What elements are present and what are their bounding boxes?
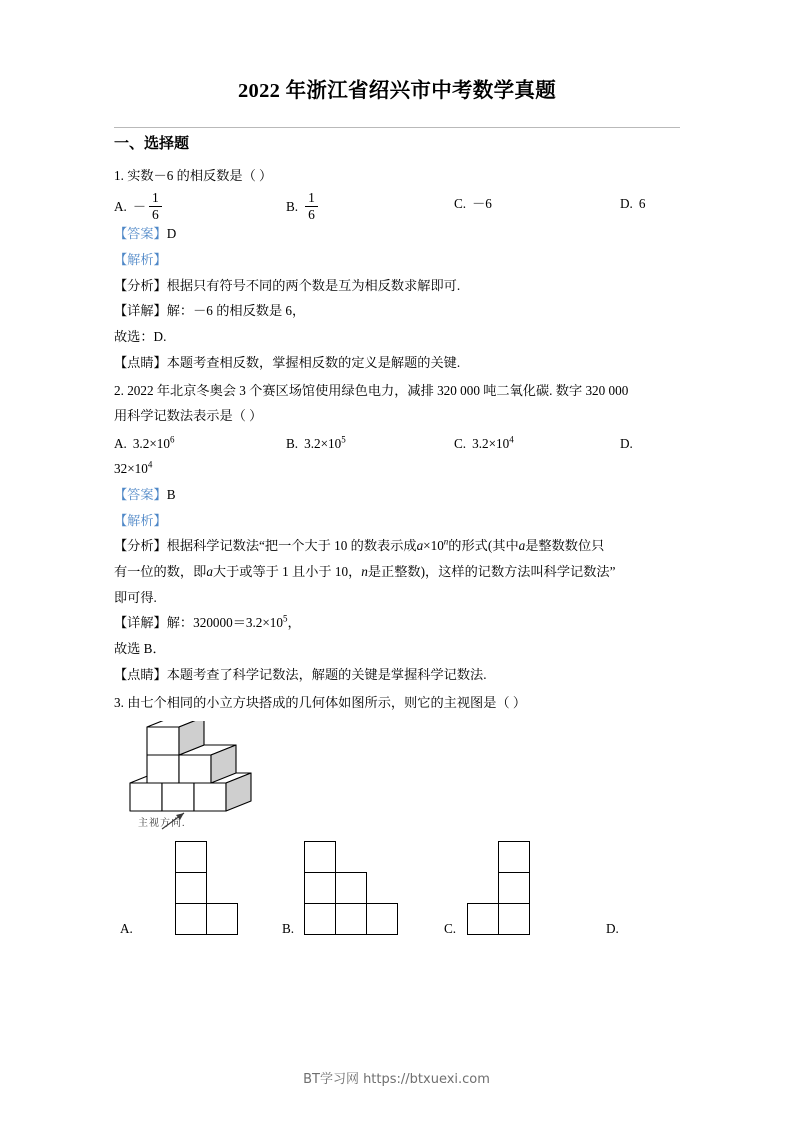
detail-prefix: 【详解】解： xyxy=(114,615,194,631)
choice-exponent: 6 xyxy=(169,434,175,445)
analysis-text: 有一位的数，即 xyxy=(114,564,207,580)
choice-mantissa: 3.2×10 xyxy=(132,436,170,451)
fraction xyxy=(149,191,162,221)
grid-cell xyxy=(175,841,207,873)
fraction-denominator: 6 xyxy=(305,206,318,222)
question-3-options xyxy=(114,847,680,955)
detail-suffix: ， xyxy=(287,615,301,631)
question-2-answer xyxy=(114,482,680,508)
minus-sign: － xyxy=(132,198,147,214)
question-2-choice-b[interactable] xyxy=(286,431,454,456)
page-title: 2022 年浙江省绍兴市中考数学真题 xyxy=(237,80,557,102)
fraction-numerator: 1 xyxy=(308,190,315,206)
option-label: B. xyxy=(282,921,295,937)
footer-watermark: BT学习网 https://btxuexi.com xyxy=(303,1072,490,1087)
grid-cell xyxy=(366,903,398,935)
choice-value xyxy=(304,431,346,456)
variable-n: n xyxy=(443,536,449,547)
question-2-stem-line1: 2. 2022 年北京冬奥会 3 个赛区场馆使用绿色电力，减排 320 000 吨二氧化碳. 数字 320 000 xyxy=(114,382,629,398)
analysis-text: 大于或等于 1 且小于 10， xyxy=(212,564,362,580)
choice-mantissa: 32×10 xyxy=(114,461,148,477)
grid-cell xyxy=(498,903,530,935)
grid-cell xyxy=(175,903,207,935)
page-content xyxy=(114,78,680,955)
grid-cell xyxy=(206,903,238,935)
choice-value xyxy=(133,431,175,456)
grid-cell xyxy=(335,903,367,935)
choice-value xyxy=(133,191,163,221)
choice-label: A. xyxy=(114,198,127,214)
question-2-choice-a[interactable] xyxy=(114,431,286,456)
question-1-tip: 【点睛】本题考查相反数，掌握相反数的定义是解题的关键. xyxy=(114,354,461,370)
front-view-direction-label: 主视方向. xyxy=(138,818,186,830)
variable-n: n xyxy=(361,564,368,580)
variable-a: a xyxy=(518,538,526,554)
choice-label: D. xyxy=(620,436,633,451)
question-2-analysis-line1 xyxy=(114,533,680,559)
option-label: C. xyxy=(444,921,457,937)
choice-mantissa: 3.2×10 xyxy=(472,436,510,451)
choice-exponent: 4 xyxy=(147,459,153,470)
grid-cell xyxy=(175,872,207,904)
question-3-stem: 3. 由七个相同的小立方块搭成的几何体如图所示，则它的主视图是（ ） xyxy=(114,694,527,710)
question-2-stem-line2: 用科学记数法表示是（ ） xyxy=(114,408,263,424)
question-2-choice-d-value xyxy=(114,456,680,482)
answer-value: B xyxy=(166,486,176,502)
grid-cell xyxy=(304,841,336,873)
question-1-detail: 【详解】解：－6 的相反数是 6， xyxy=(114,303,306,319)
question-1-choice-c[interactable] xyxy=(454,191,620,216)
question-1-answer xyxy=(114,221,680,247)
analysis-text: 是正整数)，这样的记数方法叫科学记数法” xyxy=(367,564,616,580)
choice-exponent: 4 xyxy=(509,434,514,445)
question-3-option-d[interactable] xyxy=(606,921,629,939)
question-1-analysis: 【分析】根据只有符号不同的两个数是互为相反数求解即可. xyxy=(114,277,461,293)
choice-label: B. xyxy=(286,436,299,451)
fraction-numerator: 1 xyxy=(152,190,159,206)
analysis-text: 是整数数位只 xyxy=(525,538,605,554)
choice-exponent: 5 xyxy=(341,434,346,445)
detail-exponent: 5 xyxy=(282,614,288,625)
question-3-option-c[interactable] xyxy=(444,841,532,939)
analysis-text: 的形式(其中 xyxy=(448,538,519,554)
question-2-tip: 【点睛】本题考查了科学记数法，解题的关键是掌握科学记数法. xyxy=(114,666,487,682)
grid-cell xyxy=(304,903,336,935)
option-a-grid xyxy=(143,841,209,939)
grid-cell xyxy=(335,872,367,904)
choice-mantissa: 3.2×10 xyxy=(304,436,342,451)
question-3-option-a[interactable] xyxy=(120,841,209,939)
question-3-figure xyxy=(114,721,680,845)
fraction-denominator: 6 xyxy=(149,206,162,222)
detail-equation: 320000＝3.2×10 xyxy=(193,615,283,631)
question-1-conclusion: 故选：D. xyxy=(114,329,167,345)
question-2-conclusion: 故选 B． xyxy=(114,641,166,657)
question-1-choice-b[interactable] xyxy=(286,191,454,221)
question-1-explain-label: 【解析】 xyxy=(114,251,167,267)
choice-value: －6 xyxy=(472,196,492,212)
question-2-detail xyxy=(114,610,680,636)
analysis-text: 【分析】根据科学记数法“把一个大于 10 的数表示成 xyxy=(114,538,417,554)
question-2-analysis-line2 xyxy=(114,559,680,585)
variable-a: a xyxy=(206,564,213,580)
choice-label: C. xyxy=(454,436,467,451)
question-3-option-b[interactable] xyxy=(282,841,401,939)
analysis-text: ×10 xyxy=(423,538,444,554)
choice-value xyxy=(472,431,514,456)
grid-cell xyxy=(467,903,499,935)
variable-a: a xyxy=(416,538,424,554)
choice-value: 6 xyxy=(638,196,646,212)
option-c-grid xyxy=(466,841,532,939)
grid-cell xyxy=(498,872,530,904)
answer-label: 【答案】 xyxy=(114,486,167,502)
question-1-choice-d[interactable] xyxy=(620,191,680,216)
option-label: A. xyxy=(120,921,133,937)
choice-label: C. xyxy=(454,196,467,212)
answer-value: D xyxy=(166,226,177,242)
choice-label: B. xyxy=(286,198,299,214)
question-2-explain-label: 【解析】 xyxy=(114,512,167,528)
question-1-choices xyxy=(114,191,680,221)
question-2-analysis-line3: 即可得. xyxy=(114,589,157,605)
choice-label: D. xyxy=(620,196,633,212)
fraction xyxy=(305,191,318,221)
question-1-choice-a[interactable] xyxy=(114,191,286,221)
grid-cell xyxy=(304,872,336,904)
option-b-grid xyxy=(304,841,401,939)
grid-cell xyxy=(498,841,530,873)
choice-label: A. xyxy=(114,436,127,451)
question-1-stem: 1. 实数－6 的相反数是（ ） xyxy=(114,168,273,184)
section-heading: 一、选择题 xyxy=(114,135,190,152)
question-2-choices xyxy=(114,431,680,456)
question-2-choice-c[interactable] xyxy=(454,431,620,456)
answer-label: 【答案】 xyxy=(114,226,167,242)
section-divider xyxy=(114,127,680,128)
option-label: D. xyxy=(606,921,619,937)
question-2-choice-d[interactable] xyxy=(620,431,680,456)
